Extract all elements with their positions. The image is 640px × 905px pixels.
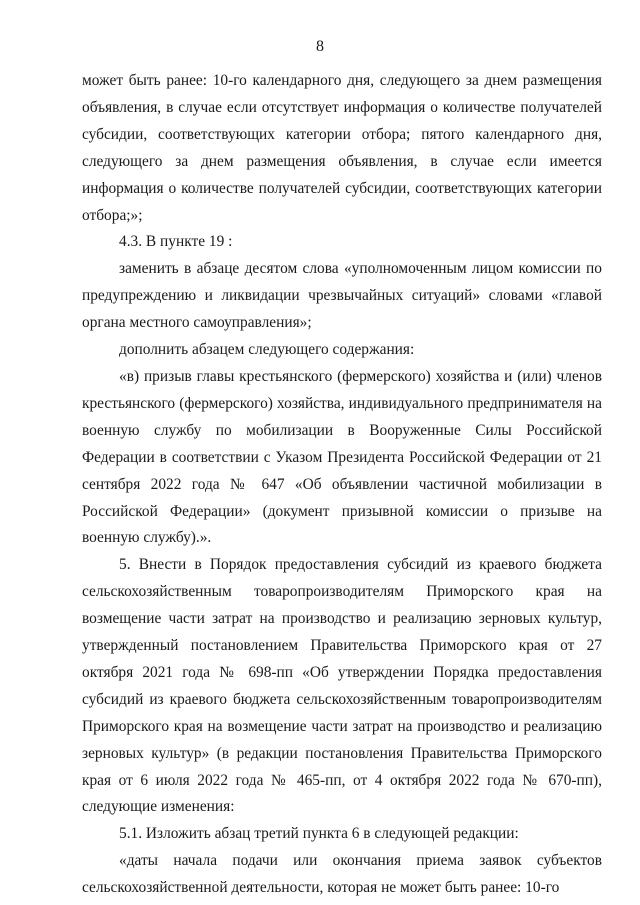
paragraph: 5. Внести в Порядок предоставления субсидий из краевого бюджета сельскохозяйственным товаропроизводителям Приморского края на возмещение части затрат на производство и реализацию зерновых культур, утвержденный постановлением Правительства Приморского края от 27 октября 2021 года № 698-пп «Об утверждении Порядка предоставления субсидий из краевого бюджета сельскохозяйственным товаропроизводителям Приморского края на возмещение части затрат на производство и реализацию зерновых культур» (в редакции постановления Правительства Приморского края от 6 июля 2022 года № 465-пп, от 4 октября 2022 года № 670-пп), следующие изменения: (82, 556, 602, 816)
paragraph: 4.3. В пункте 19 : (119, 233, 233, 251)
paragraph: 5.1. Изложить абзац третий пункта 6 в следующей редакции: (119, 825, 519, 843)
paragraph: может быть ранее: 10-го календарного дня, следующего за днем размещения объявления, в случае если отсутствует информация о количестве получателей субсидии, соответствующих категории отбора; пятого календарного дня, следующего за днем размещения объявления, в случае если имеется информация о количестве получателей субсидии, соответствующих категории отбора;»; (82, 72, 602, 224)
page-number: 8 (316, 38, 324, 55)
paragraph: дополнить абзацем следующего содержания: (119, 341, 415, 359)
document-body (82, 68, 602, 902)
paragraph: заменить в абзаце десятом слова «уполномоченным лицом комиссии по предупреждению и ликвидации чрезвычайных ситуаций» словами «главой органа местного самоуправления»; (82, 260, 602, 332)
paragraph: «в) призыв главы крестьянского (фермерского) хозяйства и (или) членов крестьянского (фермерского) хозяйства, индивидуального предпринимателя на военную службу по мобилизации в Вооруженные Силы Российской Федерации в соответствии с Указом Президента Российской Федерации от 21 сентября 2022 года № 647 «Об объявлении частичной мобилизации в Российской Федерации» (документ призывной комиссии о призыве на военную службу).». (82, 367, 602, 547)
paragraph: «даты начала подачи или окончания приема заявок субъектов сельскохозяйственной деятельности, которая не может быть ранее: 10-го (82, 852, 602, 897)
